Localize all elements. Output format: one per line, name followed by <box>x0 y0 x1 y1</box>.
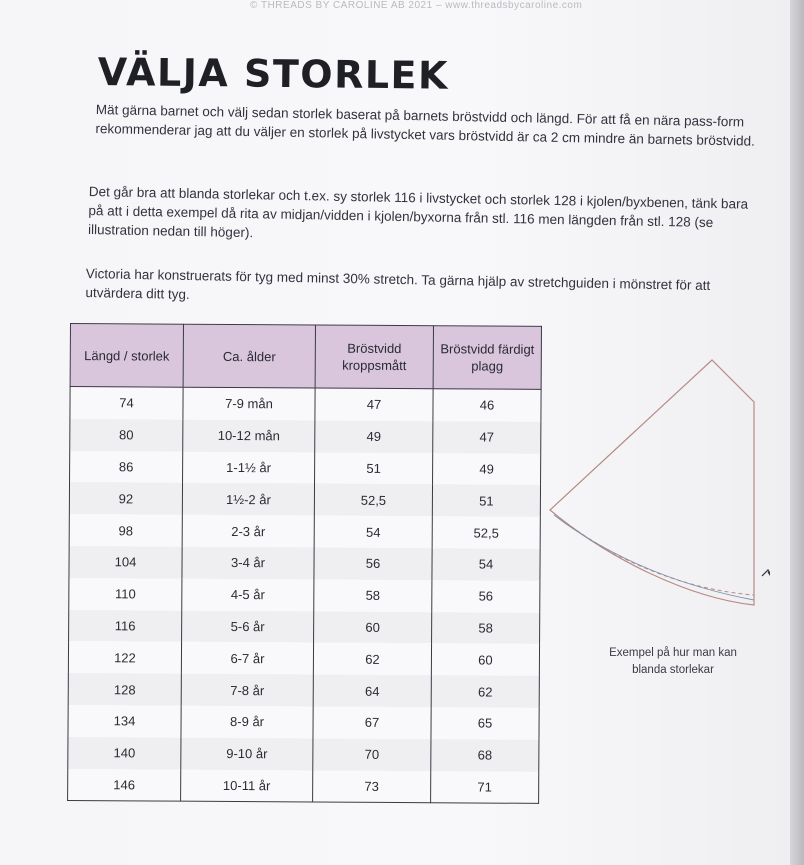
header-chest-garment: Bröstvidd färdigt plagg <box>433 326 541 390</box>
header-chest-body: Bröstvidd kroppsmått <box>315 325 433 389</box>
page-header: © THREADS BY CAROLINE AB 2021 – www.threadsbycaroline.com <box>250 0 583 11</box>
pattern-outline <box>550 360 754 605</box>
cell-age: 1-1½ år <box>183 451 315 484</box>
table-row <box>69 482 540 517</box>
cell-age: 7-9 mån <box>183 387 315 420</box>
cell-chest-garment: 51 <box>432 485 540 517</box>
cell-chest-body: 56 <box>314 547 432 580</box>
cell-chest-body: 64 <box>313 675 431 708</box>
table-body <box>68 387 542 804</box>
paragraph-3: Victoria har konstruerats för tyg med minst 30% stretch. Ta gärna hjälp av stretchguiden i mönstret för att utvärdera ditt tyg. <box>85 265 711 302</box>
page-title: VÄLJA STORLEK <box>97 50 450 98</box>
table-header-row <box>70 324 541 390</box>
cell-chest-body: 52,5 <box>314 484 432 517</box>
cell-chest-body: 58 <box>314 579 432 612</box>
cell-age: 7-8 år <box>181 674 313 707</box>
cell-length-size: 146 <box>68 769 181 802</box>
cell-chest-garment: 56 <box>432 580 540 612</box>
cell-age: 3-4 år <box>182 547 314 580</box>
cell-length-size: 110 <box>69 578 182 610</box>
header-age: Ca. ålder <box>183 324 315 388</box>
table-row <box>69 578 540 613</box>
pattern-hem-line <box>554 515 754 600</box>
cell-chest-body: 51 <box>315 452 433 485</box>
cell-chest-body: 73 <box>313 770 431 803</box>
pattern-size-line <box>560 518 754 595</box>
cell-length-size: 104 <box>69 546 182 578</box>
cell-chest-body: 62 <box>313 643 431 676</box>
cell-chest-garment: 49 <box>433 453 541 485</box>
cell-chest-body: 54 <box>314 516 432 549</box>
size-table <box>67 323 542 804</box>
cell-age: 10-11 år <box>181 769 313 802</box>
illustration-caption: Exempel på hur man kan blanda storlekar <box>609 647 737 676</box>
cell-length-size: 134 <box>68 705 181 737</box>
cell-chest-body: 67 <box>313 706 431 739</box>
cell-chest-garment: 46 <box>433 389 541 422</box>
cell-length-size: 140 <box>68 737 181 769</box>
cell-length-size: 86 <box>70 451 183 483</box>
cell-chest-garment: 65 <box>431 707 539 739</box>
table-row <box>70 419 541 454</box>
table-row <box>70 387 541 422</box>
cell-age: 8-9 år <box>181 706 313 739</box>
cell-length-size: 80 <box>70 419 183 451</box>
cell-age: 9-10 år <box>181 737 313 770</box>
paragraph-2: Det går bra att blanda storlekar och t.ex. sy storlek 116 i livstycket och storlek 128 i kjolen/byxbenen, tänk bara på att i detta exempel då rita av midjan/vidden i kjolen/byxorna från stl. 116 men längden från stl. 128 (se illustration nedan till höger). <box>87 183 749 241</box>
cell-length-size: 74 <box>70 387 183 420</box>
table-row <box>69 514 540 549</box>
page-edge <box>790 0 804 865</box>
cell-chest-garment: 52,5 <box>432 516 540 548</box>
cell-length-size: 116 <box>69 610 182 642</box>
table-row <box>68 737 539 772</box>
cell-age: 10-12 mån <box>183 419 315 452</box>
cell-age: 6-7 år <box>181 642 313 675</box>
cell-age: 2-3 år <box>182 515 314 548</box>
cell-chest-garment: 58 <box>432 612 540 644</box>
cell-chest-garment: 47 <box>433 421 541 453</box>
table-row <box>69 610 540 645</box>
cell-chest-body: 47 <box>315 388 433 421</box>
pointer-arrow <box>740 572 770 620</box>
cell-chest-body: 49 <box>315 420 433 453</box>
cell-chest-body: 70 <box>313 738 431 771</box>
cell-length-size: 122 <box>68 641 181 673</box>
cell-chest-garment: 54 <box>432 548 540 580</box>
cell-chest-garment: 71 <box>431 771 539 804</box>
cell-chest-garment: 60 <box>431 644 539 676</box>
cell-length-size: 92 <box>69 482 182 514</box>
table-row <box>70 451 541 486</box>
cell-chest-garment: 68 <box>431 739 539 771</box>
cell-age: 5-6 år <box>182 610 314 643</box>
table-row <box>68 705 539 740</box>
cell-length-size: 128 <box>68 673 181 705</box>
cell-age: 1½-2 år <box>182 483 314 516</box>
paragraph-1: Mät gärna barnet och välj sedan storlek baserat på barnets bröstvidd och längd. För att få en nära pass-form rekommenderar jag att du väljer en storlek på livstycket vars bröstvidd är ca 2 cm mindre än barnets bröstvidd. <box>95 101 756 149</box>
cell-age: 4-5 år <box>182 578 314 611</box>
header-length-size: Längd / storlek <box>70 324 183 388</box>
cell-chest-garment: 62 <box>431 675 539 707</box>
cell-length-size: 98 <box>69 514 182 546</box>
table-row <box>68 641 539 676</box>
skirt-pattern-illustration <box>540 350 770 620</box>
table-row <box>68 769 539 804</box>
table-row <box>68 673 539 708</box>
table-row <box>69 546 540 581</box>
cell-chest-body: 60 <box>314 611 432 644</box>
